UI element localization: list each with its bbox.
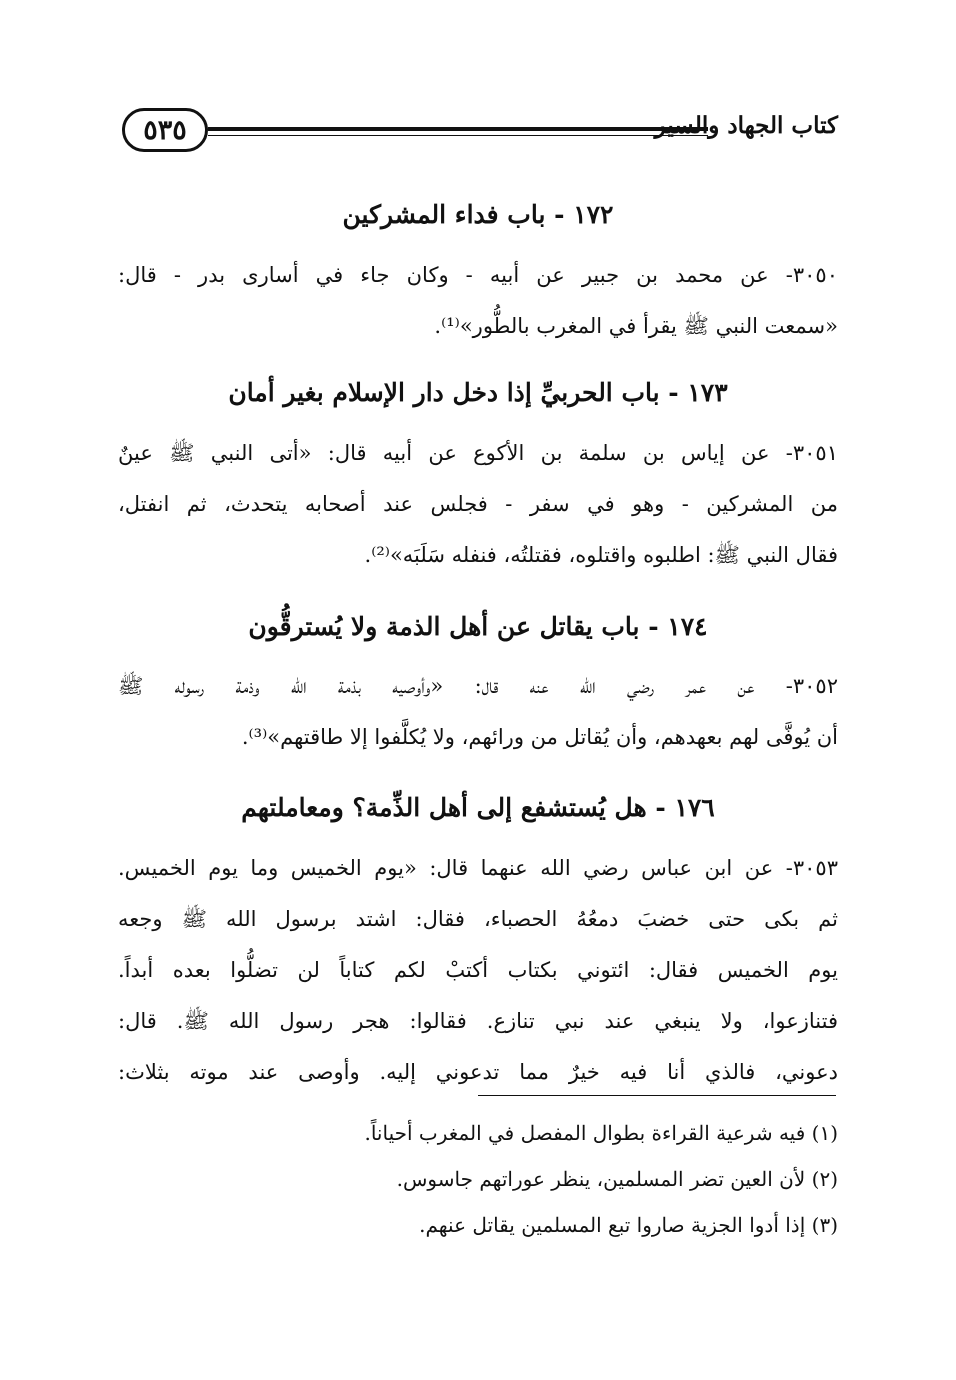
text-line: يوم الخميس فقال: ائتوني بكتاب أكتبْ لكم كتاباً لن تضلُّوا بعده أبداً. <box>118 958 838 982</box>
chapter-heading: ١٧٢ - باب فداء المشركين <box>342 200 614 229</box>
text-line: دعوني، فالذي أنا فيه خيرٌ مما تدعوني إليه. وأوصى عند موته بثلاث: <box>118 1060 838 1084</box>
text-line: فتنازعوا، ولا ينبغي عند نبي تنازع. فقالوا: هجر رسول الله ﷺ. قال: <box>118 1009 838 1033</box>
hadith-paragraph <box>118 250 838 352</box>
hadith-paragraph <box>118 661 838 763</box>
hadith-paragraph <box>118 428 838 581</box>
chapter-heading: ١٧٤ - باب يقاتل عن أهل الذمة ولا يُسترقُّون <box>248 612 708 641</box>
book-title: كتاب الجهاد والسير <box>654 112 838 139</box>
text-line: أن يُوفَّى لهم بعهدهم، وأن يُقاتل من ورائهم، ولا يُكلَّفوا إلا طاقتهم»⁽³⁾. <box>241 725 838 749</box>
text-line: من المشركين - وهو في سفر - فجلس عند أصحابه يتحدث، ثم انفتل، <box>118 492 838 516</box>
page-header <box>122 108 838 158</box>
text-line: ٣٠٥٣- عن ابن عباس رضي الله عنهما قال: «يوم الخميس وما يوم الخميس. <box>118 856 838 880</box>
text-line: فقال النبي ﷺ: اطلبوه واقتلوه، فقتلتُه، فنفله سَلَبَه»⁽²⁾. <box>364 543 838 567</box>
chapter-heading: ١٧٣ - باب الحربيِّ إذا دخل دار الإسلام بغير أمان <box>228 378 728 407</box>
text-line: ٣٠٥٢- عن عمر رضي الله عنه قال: «وأوصيه بذمة الله وذمة رسوله ﷺ <box>118 674 838 698</box>
footnotes <box>118 1110 838 1248</box>
footnote: (٣) إذا أدوا الجزية صاروا تبع المسلمين يقاتل عنهم. <box>419 1213 838 1237</box>
text-line: ٣٠٥٠- عن محمد بن جبير عن أبيه - وكان جاء في أسارى بدر - قال: <box>118 263 838 287</box>
footnote: (٢) لأن العين تضر المسلمين، ينظر عوراتهم جاسوس. <box>396 1167 838 1191</box>
footnote-separator <box>478 1095 836 1096</box>
header-rule-thin <box>208 135 708 136</box>
page-number: ٥٣٥ <box>122 108 208 152</box>
footnote: (١) فيه شرعية القراءة بطوال المفصل في المغرب أحياناً. <box>364 1121 838 1145</box>
chapter-heading: ١٧٦ - هل يُستشفع إلى أهل الذِّمة؟ ومعاملتهم <box>241 793 715 822</box>
text-line: «سمعت النبي ﷺ يقرأ في المغرب بالطُّور»⁽¹⁾. <box>434 314 838 338</box>
text-line: ٣٠٥١- عن إياس بن سلمة بن الأكوع عن أبيه قال: «أتى النبي ﷺ عينٌ <box>118 441 838 465</box>
hadith-paragraph <box>118 843 838 1098</box>
header-rule <box>208 127 708 131</box>
text-line: ثم بكى حتى خضبَ دمعُهُ الحصباء، فقال: اشتد برسول الله ﷺ وجعه <box>118 907 838 931</box>
